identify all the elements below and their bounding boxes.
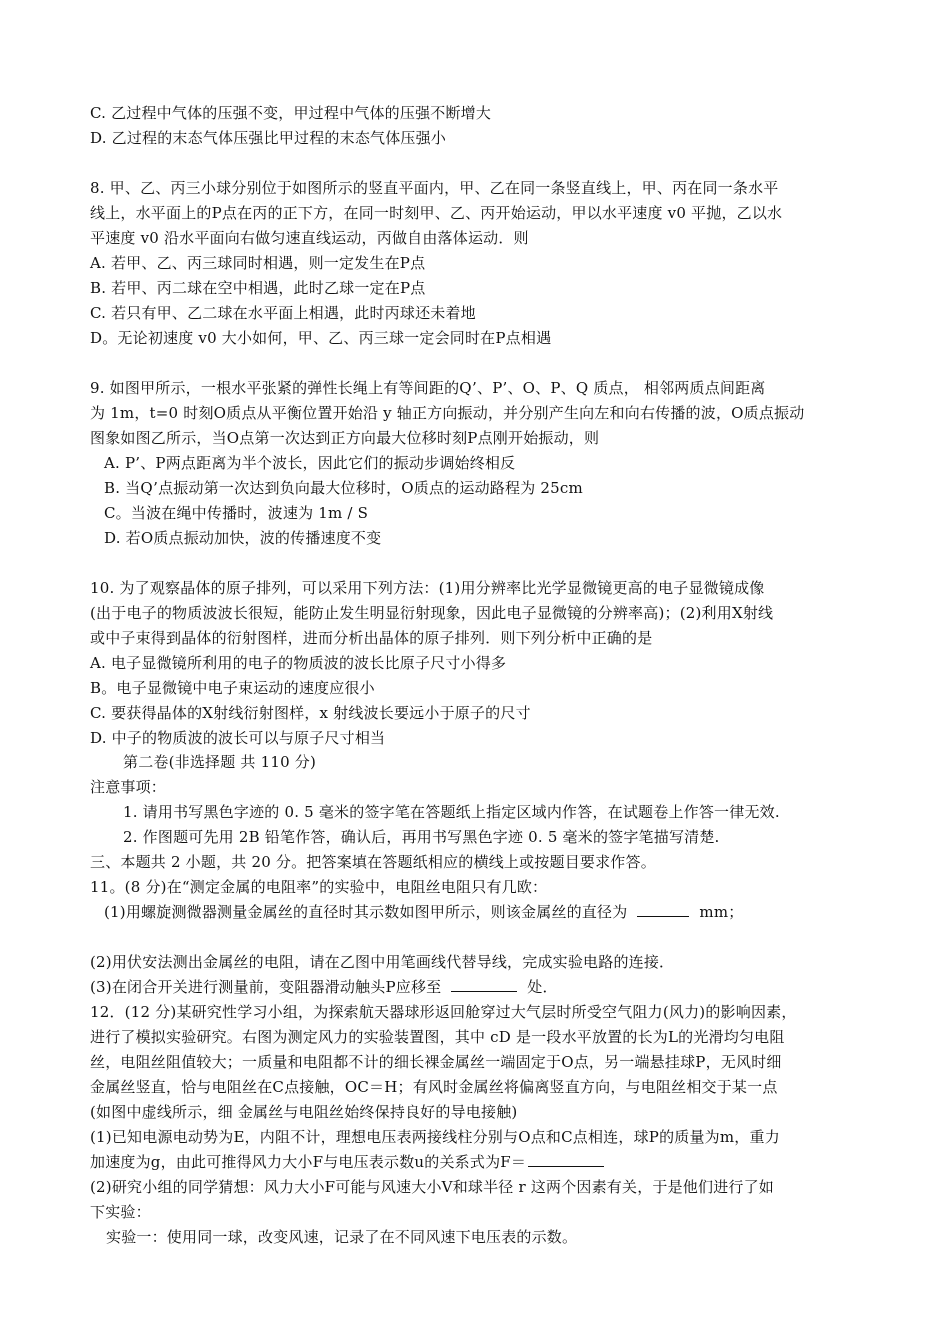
q11-diameter-answer-blank[interactable] [637,902,689,917]
q11-sub-3-text: (3)在闭合开关进行测量前，变阻器滑动触头P应移至 [90,978,442,996]
q8-option-a: A. 若甲、乙、丙三球同时相遇，则一定发生在P点 [90,254,426,272]
q12-sub-1-text: 加速度为g，由此可推得风力大小F与电压表示数u的关系式为F＝ [90,1153,527,1171]
q11-slider-position-blank[interactable] [451,977,517,992]
q9-option-c: C。当波在绳中传播时，波速为 1m / S [104,504,369,522]
q9-stem-line-1: 9. 如图甲所示，一根水平张紧的弹性长绳上有等间距的Q’、P’、O、P、Q 质点， 相邻两质点间距离 [90,379,766,397]
q10-option-d: D. 中子的物质波的波长可以与原子尺寸相当 [90,729,386,747]
q12-stem-line-2: 进行了模拟实验研究。右图为测定风力的实验装置图，其中 cD 是一段水平放置的长为L的光滑均匀电阻 [90,1028,785,1046]
q7-option-d: D. 乙过程的末态气体压强比甲过程的末态气体压强小 [90,129,447,147]
q8-option-d: D。无论初速度 v0 大小如何，甲、乙、丙三球一定会同时在P点相遇 [90,329,552,347]
q11-sub-1-text: (1)用螺旋测微器测量金属丝的直径时其示数如图甲所示，则该金属丝的直径为 [104,903,628,921]
q10-option-a: A. 电子显微镜所利用的电子的物质波的波长比原子尺寸小得多 [90,654,507,672]
q11-stem: 11。(8 分)在“测定金属的电阻率”的实验中，电阻丝电阻只有几欧： [90,878,548,896]
q12-force-formula-blank[interactable] [528,1152,604,1167]
q9-option-b: B. 当Q’点振动第一次达到负向最大位移时，O质点的运动路程为 25cm [104,479,583,497]
q8-option-b: B. 若甲、丙二球在空中相遇，此时乙球一定在P点 [90,279,426,297]
q10-stem-line-3: 或中子束得到晶体的衍射图样，进而分析出晶体的原子排列．则下列分析中正确的是 [90,629,653,647]
q10-option-b: B。电子显微镜中电子束运动的速度应很小 [90,679,375,697]
q10-stem-line-2: (出于电子的物质波波长很短，能防止发生明显衍射现象，因此电子显微镜的分辨率高)；(2)利用X射线 [90,604,774,622]
q11-sub-1-unit: mm； [699,903,744,921]
q7-option-c: C. 乙过程中气体的压强不变，甲过程中气体的压强不断增大 [90,104,492,122]
q12-stem-line-5: (如图中虚线所示，细 金属丝与电阻丝始终保持良好的导电接触) [90,1103,518,1121]
q12-experiment-1: 实验一：使用同一球，改变风速，记录了在不同风速下电压表的示数。 [106,1228,578,1246]
q9-stem-line-2: 为 1m，t=0 时刻O质点从平衡位置开始沿 y 轴正方向振动，并分别产生向左和向右传播的波，O质点振动 [90,404,805,422]
q12-stem-line-4: 金属丝竖直，恰与电阻丝在C点接触，OC＝H；有风时金属丝将偏离竖直方向，与电阻丝相交于某一点 [90,1078,778,1096]
section-2-title: 第二卷(非选择题 共 110 分) [123,753,317,771]
q9-option-d: D. 若O质点振动加快，波的传播速度不变 [104,529,382,547]
q12-stem-line-1: 12．(12 分)某研究性学习小组，为探索航天器球形返回舱穿过大气层时所受空气阻力(风力)的影响因素， [90,1003,797,1021]
q12-stem-line-3: 丝，电阻丝阻值较大；一质量和电阻都不计的细长裸金属丝一端固定于O点，另一端悬挂球P，无风时细 [90,1053,782,1071]
q12-sub-1-line-2 [90,1152,604,1172]
q8-stem-line-3: 平速度 v0 沿水平面向右做匀速直线运动，丙做自由落体运动．则 [90,229,529,247]
q12-sub-2-line-2: 下实验： [90,1203,151,1221]
notice-heading: 注意事项： [90,778,167,796]
q12-sub-1-line-1: (1)已知电源电动势为E，内阻不计，理想电压表两接线柱分别与O点和C点相连，球P的质量为m，重力 [90,1128,780,1146]
q12-sub-2-line-1: (2)研究小组的同学猜想：风力大小F可能与风速大小V和球半径 r 这两个因素有关，于是他们进行了如 [90,1178,774,1196]
q11-sub-3-suffix: 处． [527,978,558,996]
q11-sub-3 [90,977,558,997]
q11-sub-2: (2)用伏安法测出金属丝的电阻，请在乙图中用笔画线代替导线，完成实验电路的连接． [90,953,675,971]
q8-stem-line-2: 线上，水平面上的P点在丙的正下方，在同一时刻甲、乙、丙开始运动，甲以水平速度 v0 平抛，乙以水 [90,204,783,222]
q9-stem-line-3: 图象如图乙所示，当O点第一次达到正方向最大位移时刻P点刚开始振动，则 [90,429,600,447]
part-3-heading: 三、本题共 2 小题，共 20 分。把答案填在答题纸相应的横线上或按题目要求作答。 [90,853,656,871]
q9-option-a: A. P’、P两点距离为半个波长，因此它们的振动步调始终相反 [104,454,516,472]
q10-stem-line-1: 10. 为了观察晶体的原子排列，可以采用下列方法：(1)用分辨率比光学显微镜更高的电子显微镜成像 [90,579,765,597]
notice-item-2: 2. 作图题可先用 2B 铅笔作答，确认后，再用书写黑色字迹 0. 5 毫米的签字笔描写清楚. [123,828,720,846]
q10-option-c: C. 要获得晶体的X射线衍射图样，x 射线波长要远小于原子的尺寸 [90,704,531,722]
notice-item-1: 1. 请用书写黑色字迹的 0. 5 毫米的签字笔在答题纸上指定区域内作答，在试题卷上作答一律无效. [123,803,780,821]
q8-option-c: C. 若只有甲、乙二球在水平面上相遇，此时丙球还未着地 [90,304,476,322]
q11-sub-1 [104,902,743,922]
q8-stem-line-1: 8. 甲、乙、丙三小球分别位于如图所示的竖直平面内，甲、乙在同一条竖直线上，甲、丙在同一条水平 [90,179,779,197]
